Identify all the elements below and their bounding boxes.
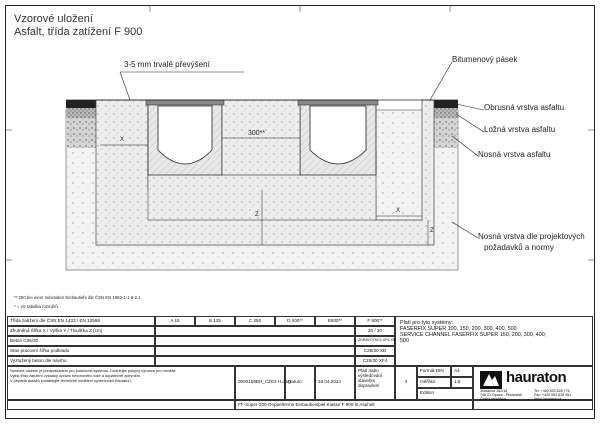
tb-applies-2: SERVICE CHANNEL FASERFIX SUPER 150, 200, 300, 400, bbox=[400, 332, 547, 338]
wear-leader bbox=[456, 104, 484, 110]
tb-class-b125: B 125 bbox=[195, 316, 235, 326]
grating-right bbox=[298, 100, 378, 105]
tb-remarks bbox=[7, 366, 235, 400]
tb-remarks-1: Správné uložení je předpokladem pro funkčnost systému. Dodržujte pokyny výrobce pro montáž. bbox=[10, 368, 177, 373]
hauraton-logo-icon bbox=[480, 371, 502, 389]
tb-row4-label: Stav pracovní šířka podkladu bbox=[7, 346, 155, 356]
channel-left bbox=[148, 100, 222, 175]
tb-row4-value: C25/30 XD bbox=[355, 346, 395, 356]
brand-fax: Fax: +420 553 628 451 bbox=[534, 393, 572, 397]
tb-row4-empty bbox=[155, 346, 355, 356]
tb-class-f900: F 900** bbox=[355, 316, 395, 326]
tb-row5-label: Vyztužený beton dle návrhu bbox=[7, 356, 155, 366]
brand-web: www.hauraton.cz bbox=[534, 397, 562, 401]
tb-desc-2: stavební dopravlení bbox=[358, 378, 380, 388]
dim-x-right-label: X bbox=[396, 208, 401, 214]
bitumen-leader bbox=[430, 62, 452, 100]
tb-remarks-2: Vyšší třídy zatížení vyžadují úpravu betonového lože a dodatečné zpevnění. bbox=[10, 373, 142, 378]
bitumen-tape-label: Bitumenový pásek bbox=[452, 55, 518, 64]
channel-right bbox=[300, 100, 376, 175]
bed-leader bbox=[456, 114, 484, 132]
tb-remarks-3: V případě dotazů kontaktujte technické oddělení společnosti Hauraton. bbox=[10, 378, 132, 383]
brand-address-3: Česká republika bbox=[480, 397, 506, 401]
tb-applies-3: 500 bbox=[400, 338, 409, 344]
asphalt-base-left bbox=[66, 118, 100, 148]
tb-drawing-number: 0000159BH_CZE3 H.dwg bbox=[235, 366, 285, 400]
dim-z-center-label: Z bbox=[255, 212, 259, 218]
asphalt-wear-left bbox=[66, 100, 100, 108]
tb-dim-value: 20 / 30 bbox=[355, 326, 395, 336]
tb-edition-label: Edition bbox=[417, 388, 473, 400]
tb-description bbox=[355, 366, 395, 400]
project-layer-label-1: Nosná vrstva dle projektových bbox=[478, 232, 585, 241]
project-layer-label-2: požadavků a normy bbox=[484, 243, 554, 252]
dim-z-right-label: Z bbox=[430, 228, 434, 234]
brand-name: hauraton bbox=[506, 369, 567, 386]
tb-applies-box bbox=[395, 316, 593, 366]
bed-layer-label: Ložná vrstva asfaltu bbox=[484, 125, 556, 134]
tb-format-label: Formát DIN bbox=[417, 366, 451, 377]
brand-address-1: Jiráskova 162/18 bbox=[480, 389, 508, 393]
wear-layer-label: Obrusná vrstva asfaltu bbox=[484, 103, 565, 112]
grating-left bbox=[146, 100, 224, 105]
tb-scale-value: 1:8 bbox=[451, 377, 473, 388]
tb-desc-1: Platí nabo výsledování bbox=[358, 368, 383, 378]
tb-applies-1: FASERFIX SUPER 100, 150, 200, 300, 400, 500 bbox=[400, 326, 517, 332]
tb-class-e600: E600** bbox=[315, 316, 355, 326]
footnote-2: * = viz tabulka rozměrů bbox=[14, 304, 58, 309]
tb-row5-value: C25/30 XF4 bbox=[355, 356, 395, 366]
tb-format-value: A4 bbox=[451, 366, 473, 377]
drawing-title: Vzorové uložení bbox=[14, 13, 93, 25]
tb-class-label: Třída zatížení dle ČSN EN 1433 / EN 13598 bbox=[7, 316, 155, 326]
brand-phone: Tel: +420 553 628 776 bbox=[534, 389, 570, 393]
tb-footer-empty bbox=[7, 400, 235, 410]
tb-dim-empty bbox=[155, 326, 355, 336]
tb-scale-label: měřítko bbox=[417, 377, 451, 388]
tb-date-value: 18.04.2024 bbox=[315, 366, 355, 400]
center-concrete-block bbox=[222, 100, 300, 175]
tb-sheet-number: 4 bbox=[395, 366, 417, 400]
dim-300-label: 300** bbox=[248, 130, 266, 137]
tb-row5-empty bbox=[155, 356, 355, 366]
tb-dim-label: Zhutněná Šířka X / Výška Y / Tloušťka Z (cm) bbox=[7, 326, 155, 336]
brand-address-2: 746 01 Opava - Předměstí bbox=[480, 393, 523, 397]
tb-class-d400: D 400** bbox=[275, 316, 315, 326]
tb-class-c250: C 250 bbox=[235, 316, 275, 326]
tb-date-label: Datum: bbox=[285, 366, 315, 400]
base-layer-label: Nosná vrstva asfaltu bbox=[478, 150, 551, 159]
tb-row3-value: ZDRAVOTNÍ 5-XF4-XM bbox=[355, 336, 395, 346]
tb-class-a15: A 15 bbox=[155, 316, 195, 326]
asphalt-bed-left bbox=[66, 108, 100, 118]
dim-x-left-label: X bbox=[120, 137, 125, 143]
footnote-1: ** 250 bei einer minimalen Einbautiefe dle ČSN EN 1992-1-1 9-2.1 bbox=[14, 295, 141, 300]
drawing-subtitle: Asfalt, třída zatížení F 900 bbox=[14, 26, 143, 38]
tb-footer-right bbox=[473, 400, 593, 410]
tb-row3-label: Beton C25/30 bbox=[7, 336, 155, 346]
tb-footer-text: FF-Super-200-Doppeltrinne Einbaubeispiel Klasse F 900 in Asphalt bbox=[235, 400, 473, 410]
title-block bbox=[7, 316, 593, 417]
tb-applies-title: Platí pro tyto systémy: bbox=[400, 320, 454, 326]
tb-logo-cell bbox=[473, 366, 593, 400]
tb-row3-empty bbox=[155, 336, 355, 346]
tolerance-label: 3-5 mm trvalé převýšení bbox=[124, 60, 210, 69]
